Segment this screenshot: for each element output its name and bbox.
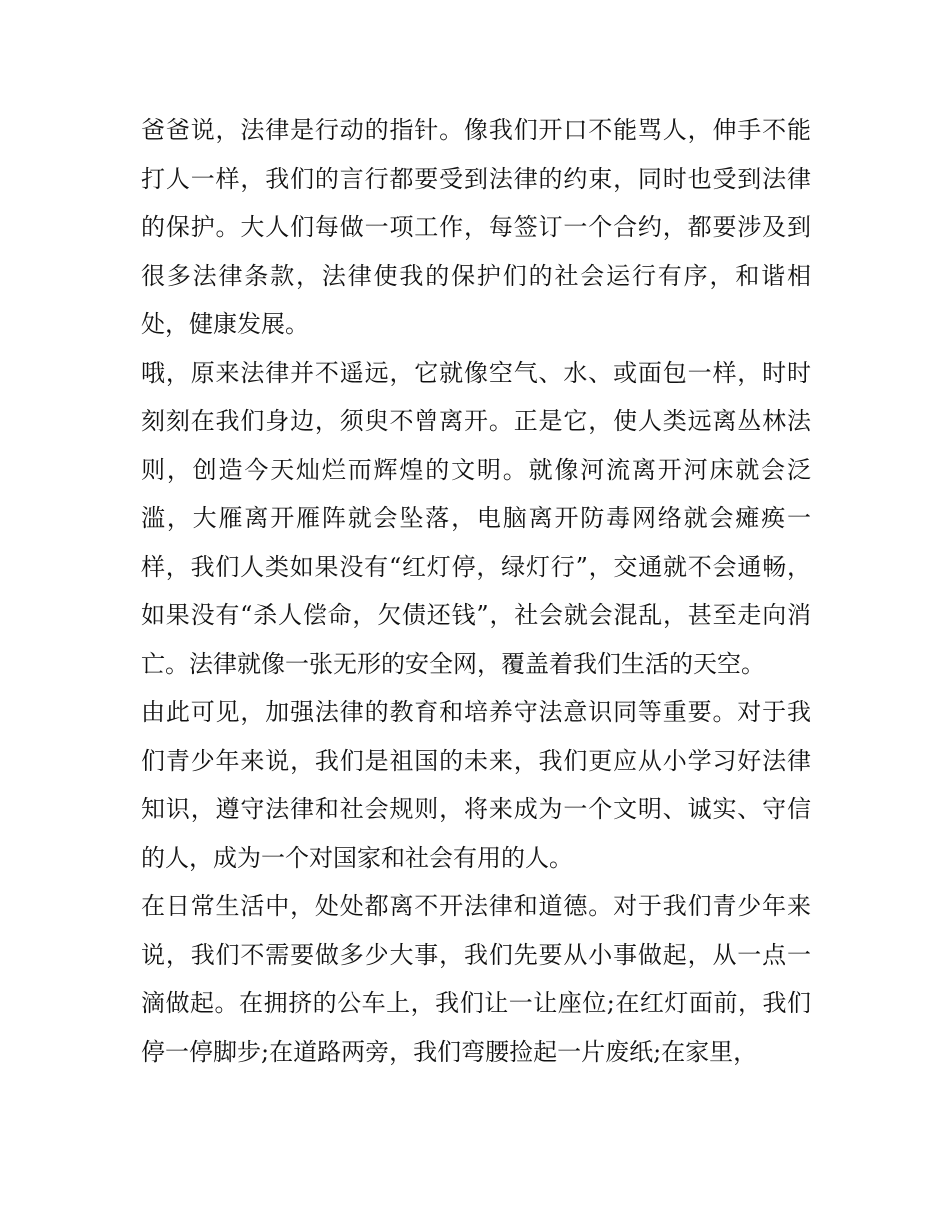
document-body [141, 106, 811, 1076]
paragraph-3: 由此可见，加强法律的教育和培养守法意识同等重要。对于我们青少年来说，我们是祖国的未来，我们更应从小学习好法律知识，遵守法律和社会规则，将来成为一个文明、诚实、守信的人，成为一个对国家和社会有用的人。 [141, 698, 811, 872]
paragraph-4: 在日常生活中，处处都离不开法律和道德。对于我们青少年来说，我们不需要做多少大事，我们先要从小事做起，从一点一滴做起。在拥挤的公车上，我们让一让座位;在红灯面前，我们停一停脚步;在道路两旁，我们弯腰捡起一片废纸;在家里， [141, 892, 811, 1066]
paragraph-1: 爸爸说，法律是行动的指针。像我们开口不能骂人，伸手不能打人一样，我们的言行都要受到法律的约束，同时也受到法律的保护。大人们每做一项工作，每签订一个合约，都要涉及到很多法律条款，法律使我的保护们的社会运行有序，和谐相处，健康发展。 [141, 116, 811, 338]
paragraph-2: 哦，原来法律并不遥远，它就像空气、水、或面包一样，时时刻刻在我们身边，须臾不曾离开。正是它，使人类远离丛林法则，创造今天灿烂而辉煌的文明。就像河流离开河床就会泛滥，大雁离开雁阵就会坠落，电脑离开防毒网络就会瘫痪一样，我们人类如果没有“红灯停，绿灯行”，交通就不会通畅，如果没有“杀人偿命，欠债还钱”，社会就会混乱，甚至走向消亡。法律就像一张无形的安全网，覆盖着我们生活的天空。 [141, 358, 811, 678]
